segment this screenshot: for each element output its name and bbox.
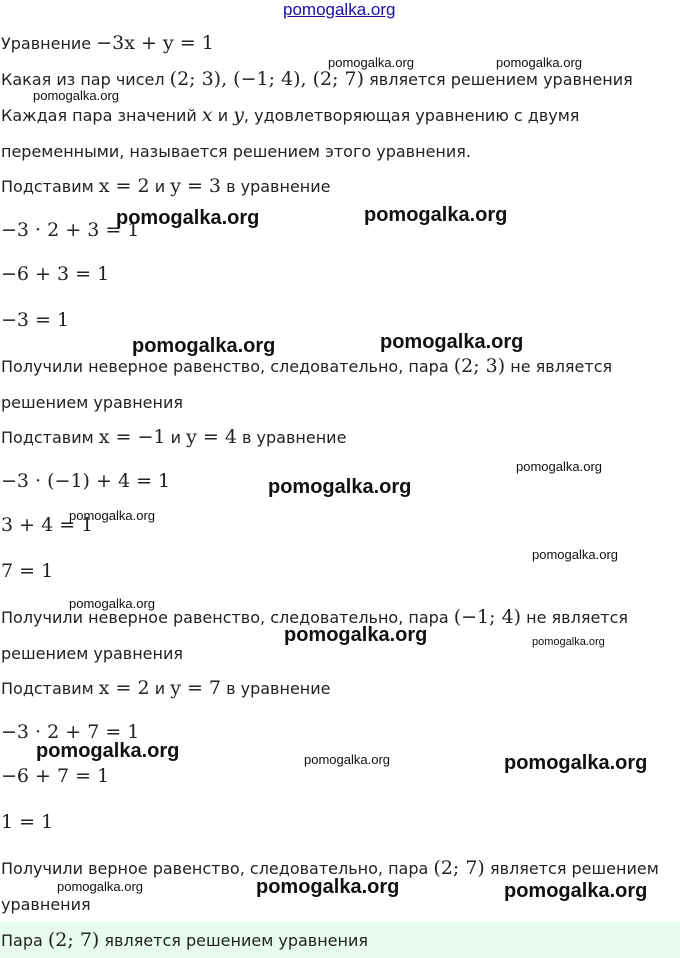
substitute-line-2 [1, 426, 346, 449]
text: в уравнение [221, 679, 331, 698]
math: y = 3 [170, 175, 222, 197]
calc-line: −3 = 1 [1, 309, 70, 331]
watermark: pomogalka.org [504, 752, 648, 774]
text: является решением уравнения [364, 70, 633, 89]
calc-line: 7 = 1 [1, 560, 54, 582]
watermark: pomogalka.org [328, 55, 414, 70]
watermark: pomogalka.org [496, 55, 582, 70]
substitute-line-1 [1, 175, 330, 198]
text: Получили неверное равенство, следовательно, пара [1, 608, 454, 627]
text: , удовлетворяющая уравнению с двумя [243, 106, 580, 125]
text: Какая из пар чисел [1, 70, 170, 89]
watermark: pomogalka.org [284, 624, 428, 646]
conclusion-line-2: уравнения [1, 895, 91, 914]
watermark: pomogalka.org [132, 335, 276, 357]
text: и [165, 428, 187, 447]
text: является решением [484, 859, 659, 878]
watermark: pomogalka.org [33, 88, 119, 103]
math: x = 2 [98, 677, 150, 699]
calc-line: −3 · (−1) + 4 = 1 [1, 470, 171, 492]
watermark: pomogalka.org [380, 331, 524, 353]
conclusion-line-2: решением уравнения [1, 644, 183, 663]
site-link[interactable]: pomogalka.org [283, 0, 396, 19]
calc-line: −6 + 7 = 1 [1, 765, 110, 787]
text: и [212, 106, 234, 125]
calc-line: −6 + 3 = 1 [1, 263, 110, 285]
watermark: pomogalka.org [504, 880, 648, 902]
calc-line: 3 + 4 = 1 [1, 514, 94, 536]
watermark: pomogalka.org [36, 740, 180, 762]
conclusion-line [1, 355, 612, 378]
answer-line [1, 929, 368, 952]
calc-line: −3 · 2 + 7 = 1 [1, 721, 140, 743]
calc-line: −3 · 2 + 3 = 1 [1, 219, 140, 241]
text: не является [521, 608, 629, 627]
calc-line: 1 = 1 [1, 811, 54, 833]
math: x = 2 [98, 175, 150, 197]
watermark: pomogalka.org [69, 508, 155, 523]
math: y = 7 [170, 677, 222, 699]
text: в уравнение [221, 177, 331, 196]
conclusion-line-2: решением уравнения [1, 393, 183, 412]
math: (2; 7) [433, 857, 485, 879]
watermark: pomogalka.org [532, 636, 605, 648]
watermark: pomogalka.org [364, 204, 508, 226]
watermark: pomogalka.org [57, 879, 143, 894]
watermark: pomogalka.org [516, 459, 602, 474]
text: в уравнение [236, 428, 347, 447]
text: Подставим [1, 177, 99, 196]
watermark: pomogalka.org [532, 547, 618, 562]
text: Подставим [1, 428, 99, 447]
text: и [149, 177, 171, 196]
math: (−1; 4) [453, 606, 522, 628]
text: Каждая пара значений [1, 106, 202, 125]
text: Получили неверное равенство, следовательно, пара [1, 357, 454, 376]
answer-box [0, 922, 680, 958]
text: является решением уравнения [99, 931, 368, 950]
watermark: pomogalka.org [116, 207, 260, 229]
text: и [149, 679, 171, 698]
equation-line [1, 32, 214, 55]
definition-line-2: переменными, называется решением этого уравнения. [1, 142, 471, 161]
substitute-line-3 [1, 677, 330, 700]
math: x [201, 104, 213, 126]
watermark: pomogalka.org [268, 476, 412, 498]
text: не является [505, 357, 613, 376]
text: Получили верное равенство, следовательно, пара [1, 859, 434, 878]
math: −3x + y = 1 [96, 32, 214, 54]
math: (2; 3) [453, 355, 506, 377]
watermark: pomogalka.org [304, 752, 390, 767]
watermark: pomogalka.org [69, 596, 155, 611]
math: y [233, 104, 244, 126]
text: Подставим [1, 679, 99, 698]
text: Уравнение [1, 34, 97, 53]
watermark: pomogalka.org [256, 876, 400, 898]
definition-line-1 [1, 104, 579, 127]
math: y = 4 [186, 426, 237, 448]
text: Пара [1, 931, 48, 950]
math: (2; 7) [47, 929, 100, 951]
math: x = −1 [98, 426, 166, 448]
math: (2; 3), (−1; 4), (2; 7) [169, 68, 365, 90]
